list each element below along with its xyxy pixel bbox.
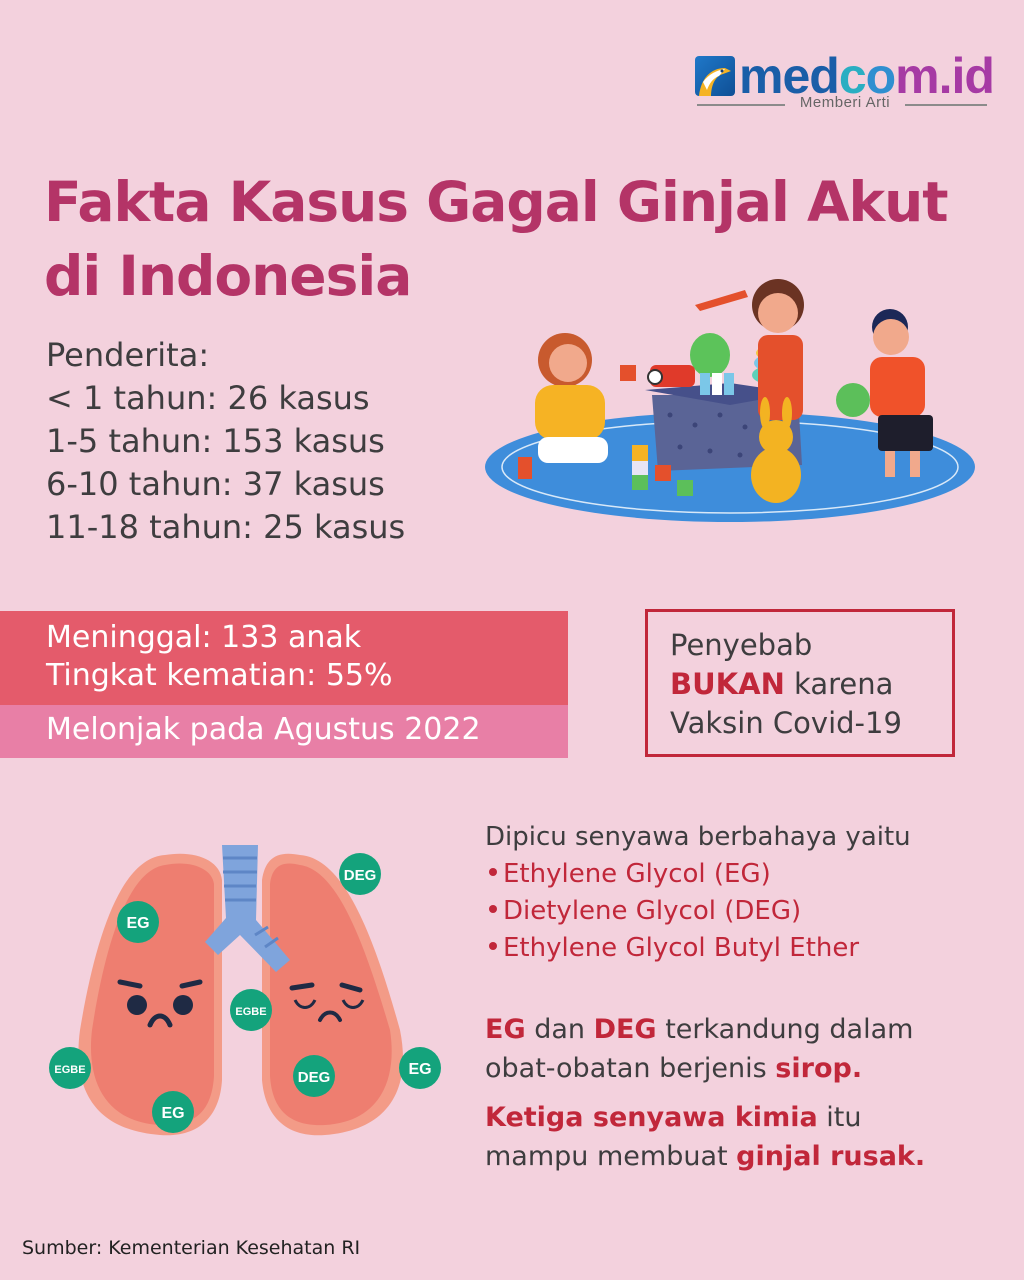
fact-syrup: EG dan DEG terkandung dalam obat-obatan berjenis sirop.	[485, 1014, 914, 1084]
lung-badge-egbe	[230, 989, 272, 1031]
title-line-1: Fakta Kasus Gagal Ginjal Akut	[44, 170, 948, 234]
svg-text:EG: EG	[161, 1105, 185, 1122]
patients-group-11-18: 11-18 tahun: 25 kasus	[46, 508, 406, 546]
svg-text:DEG: DEG	[297, 1069, 331, 1086]
source-credit: Sumber: Kementerian Kesehatan RI	[22, 1237, 361, 1259]
lung-badge-eg	[152, 1091, 194, 1133]
harmful-compounds	[485, 819, 911, 967]
compound-item: Ethylene Glycol (EG)	[489, 856, 911, 893]
mortality-stats-box	[0, 611, 568, 705]
cause-line-3: Vaksin Covid-19	[670, 706, 902, 740]
compound-item: Ethylene Glycol Butyl Ether	[489, 930, 911, 967]
cause-line-2: BUKAN karena	[670, 667, 894, 701]
lung-badge-deg	[293, 1055, 335, 1097]
tagline-rule-right	[905, 104, 987, 106]
patients-group-6-10: 6-10 tahun: 37 kasus	[46, 465, 385, 503]
patients-group-1-5: 1-5 tahun: 153 kasus	[46, 422, 385, 460]
lung-badge-eg	[117, 901, 159, 943]
compounds-list	[489, 856, 911, 967]
patients-group-under-1: < 1 tahun: 26 kasus	[46, 379, 370, 417]
compounds-lead: Dipicu senyawa berbahaya yaitu	[485, 822, 911, 852]
logo-tagline: Memberi Arti	[799, 94, 891, 111]
sad-lungs-illustration	[40, 810, 460, 1150]
deaths-count: Meninggal: 133 anak	[46, 620, 362, 655]
svg-text:EG: EG	[126, 915, 150, 932]
patients-by-age	[46, 334, 405, 549]
fact-kidney-damage: Ketiga senyawa kimia itu mampu membuat ginjal rusak.	[485, 1102, 926, 1172]
cause-line-1: Penyebab	[670, 628, 813, 662]
title-line-2: di Indonesia	[44, 244, 412, 308]
surge-text: Melonjak pada Agustus 2022	[46, 712, 481, 747]
lung-badge-egbe	[49, 1047, 91, 1089]
svg-text:EGBE: EGBE	[235, 1006, 267, 1018]
patients-heading: Penderita:	[46, 336, 210, 374]
logo-wordmark: medcom.id	[739, 48, 994, 104]
bullet-icon	[489, 868, 497, 876]
svg-text:EGBE: EGBE	[54, 1064, 86, 1076]
cause-emphasis: BUKAN	[670, 667, 785, 701]
compound-facts	[485, 1010, 925, 1186]
kids-playing-illustration	[480, 265, 980, 525]
tagline-rule-left	[697, 104, 785, 106]
bullet-icon	[489, 942, 497, 950]
lung-badge-eg	[399, 1047, 441, 1089]
compound-item: Dietylene Glycol (DEG)	[489, 893, 911, 930]
fatality-rate: Tingkat kematian: 55%	[46, 658, 393, 693]
svg-text:DEG: DEG	[343, 867, 377, 884]
lung-badge-deg	[339, 853, 381, 895]
bullet-icon	[489, 905, 497, 913]
svg-text:EG: EG	[408, 1061, 432, 1078]
surge-box	[0, 705, 568, 758]
cause-box	[645, 609, 955, 757]
eagle-logo-icon	[695, 56, 735, 96]
